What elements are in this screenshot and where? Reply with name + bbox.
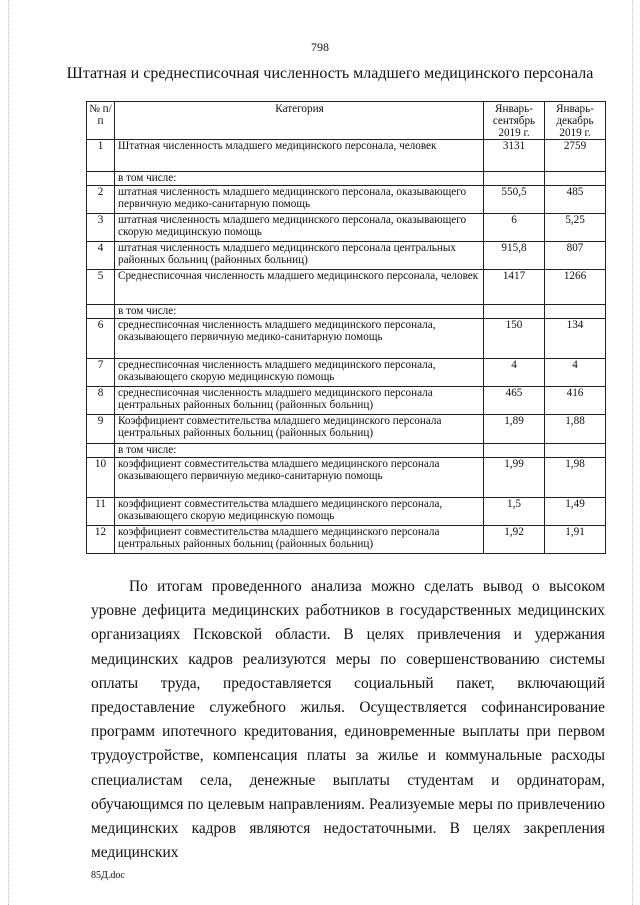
row-category: в том числе:	[115, 444, 484, 458]
row-category: среднесписочная численность младшего медицинского персонала, оказывающего первичную медико-санитарную помощь	[115, 319, 484, 359]
table-row	[87, 172, 606, 186]
row-value-jan-sep: 1417	[484, 270, 545, 305]
row-category: среднесписочная численность младшего медицинского персонала, оказывающего скорую медицинскую помощь	[115, 359, 484, 387]
row-number: 2	[87, 186, 115, 214]
row-number: 5	[87, 270, 115, 305]
table-row	[87, 319, 606, 359]
row-number: 11	[87, 498, 115, 526]
table-body	[87, 140, 606, 554]
row-value-jan-dec: 807	[545, 242, 606, 270]
staff-table	[86, 101, 606, 554]
row-value-jan-dec: 2759	[545, 140, 606, 172]
row-value-jan-dec: 485	[545, 186, 606, 214]
row-number: 3	[87, 214, 115, 242]
table-row	[87, 415, 606, 444]
row-number	[87, 305, 115, 319]
table-row	[87, 270, 606, 305]
table-row	[87, 526, 606, 554]
row-number: 10	[87, 458, 115, 498]
row-category: штатная численность младшего медицинского персонала, оказывающего первичную медико-санитарную помощь	[115, 186, 484, 214]
table-row	[87, 242, 606, 270]
table-row	[87, 444, 606, 458]
row-value-jan-dec: 1,98	[545, 458, 606, 498]
row-category: коэффициент совместительства младшего медицинского персонала оказывающего первичную медико-санитарную помощь	[115, 458, 484, 498]
page-number: 798	[311, 40, 329, 54]
row-category: в том числе:	[115, 305, 484, 319]
row-category: штатная численность младшего медицинского персонала центральных районных больниц (районных больниц)	[115, 242, 484, 270]
row-category: штатная численность младшего медицинского персонала, оказывающего скорую медицинскую помощь	[115, 214, 484, 242]
row-value-jan-dec: 416	[545, 387, 606, 415]
header-jan-dec: Январь-декабрь 2019 г.	[545, 102, 606, 140]
row-value-jan-sep	[484, 444, 545, 458]
row-value-jan-dec: 4	[545, 359, 606, 387]
table-row	[87, 458, 606, 498]
row-value-jan-sep	[484, 172, 545, 186]
row-value-jan-sep	[484, 305, 545, 319]
row-number: 7	[87, 359, 115, 387]
row-value-jan-sep: 6	[484, 214, 545, 242]
row-value-jan-sep: 550,5	[484, 186, 545, 214]
row-category: Среднесписочная численность младшего медицинского персонала, человек	[115, 270, 484, 305]
body-paragraph-container	[91, 575, 605, 865]
row-category: Коэффициент совместительства младшего медицинского персонала центральных районных больниц (районных больниц)	[115, 415, 484, 444]
row-value-jan-sep: 1,92	[484, 526, 545, 554]
table-row	[87, 498, 606, 526]
row-category: среднесписочная численность младшего медицинского персонала центральных районных больниц (районных больниц)	[115, 387, 484, 415]
row-number: 9	[87, 415, 115, 444]
row-value-jan-sep: 150	[484, 319, 545, 359]
row-value-jan-dec: 1,91	[545, 526, 606, 554]
row-category: коэффициент совместительства младшего медицинского персонала центральных районных больниц (районных больниц)	[115, 526, 484, 554]
table-row	[87, 186, 606, 214]
table-row	[87, 140, 606, 172]
row-value-jan-dec: 1,49	[545, 498, 606, 526]
row-category: в том числе:	[115, 172, 484, 186]
row-value-jan-dec: 1266	[545, 270, 606, 305]
header-jan-sep: Январь-сентябрь 2019 г.	[484, 102, 545, 140]
table-title: Штатная и среднесписочная численность младшего медицинского персонала	[66, 65, 594, 82]
row-number: 1	[87, 140, 115, 172]
row-category: коэффициент совместительства младшего медицинского персонала, оказывающего скорую медицинскую помощь	[115, 498, 484, 526]
row-value-jan-dec: 5,25	[545, 214, 606, 242]
table-row	[87, 305, 606, 319]
row-number	[87, 444, 115, 458]
row-value-jan-sep: 1,99	[484, 458, 545, 498]
row-value-jan-sep: 465	[484, 387, 545, 415]
row-value-jan-sep: 1,5	[484, 498, 545, 526]
body-paragraph: По итогам проведенного анализа можно сделать вывод о высоком уровне дефицита медицинских работников в государственных медицинских организациях Псковской области. В целях привлечения и удержания медицинских кадров реализуются меры по совершенствованию системы оплаты труда, предоставляется социальный пакет, включающий предоставление служебного жилья. Осуществляется софинансирование программ ипотечного кредитования, единовременные выплаты при первом трудоустройстве, компенсация платы за жилье и коммунальные расходы специалистам села, денежные выплаты студентам и ординаторам, обучающимся по целевым направлениям. Реализуемые меры по привлечению медицинских кадров являются недостаточными. В целях закрепления медицинских	[91, 578, 605, 862]
header-number: № п/п	[87, 102, 115, 140]
footer-filename: 85Д.doc	[91, 870, 125, 881]
row-category: Штатная численность младшего медицинского персонала, человек	[115, 140, 484, 172]
table-row	[87, 359, 606, 387]
row-value-jan-sep: 915,8	[484, 242, 545, 270]
row-number	[87, 172, 115, 186]
row-value-jan-dec: 134	[545, 319, 606, 359]
scan-margin-left	[8, 0, 9, 905]
row-number: 12	[87, 526, 115, 554]
row-value-jan-sep: 4	[484, 359, 545, 387]
row-number: 4	[87, 242, 115, 270]
row-number: 6	[87, 319, 115, 359]
row-value-jan-dec	[545, 444, 606, 458]
row-value-jan-sep: 3131	[484, 140, 545, 172]
row-value-jan-sep: 1,89	[484, 415, 545, 444]
table-header-row	[87, 102, 606, 140]
row-number: 8	[87, 387, 115, 415]
scan-margin-right	[632, 0, 633, 905]
row-value-jan-dec	[545, 172, 606, 186]
table-row	[87, 214, 606, 242]
row-value-jan-dec: 1,88	[545, 415, 606, 444]
table-row	[87, 387, 606, 415]
row-value-jan-dec	[545, 305, 606, 319]
header-category: Категория	[115, 102, 484, 140]
